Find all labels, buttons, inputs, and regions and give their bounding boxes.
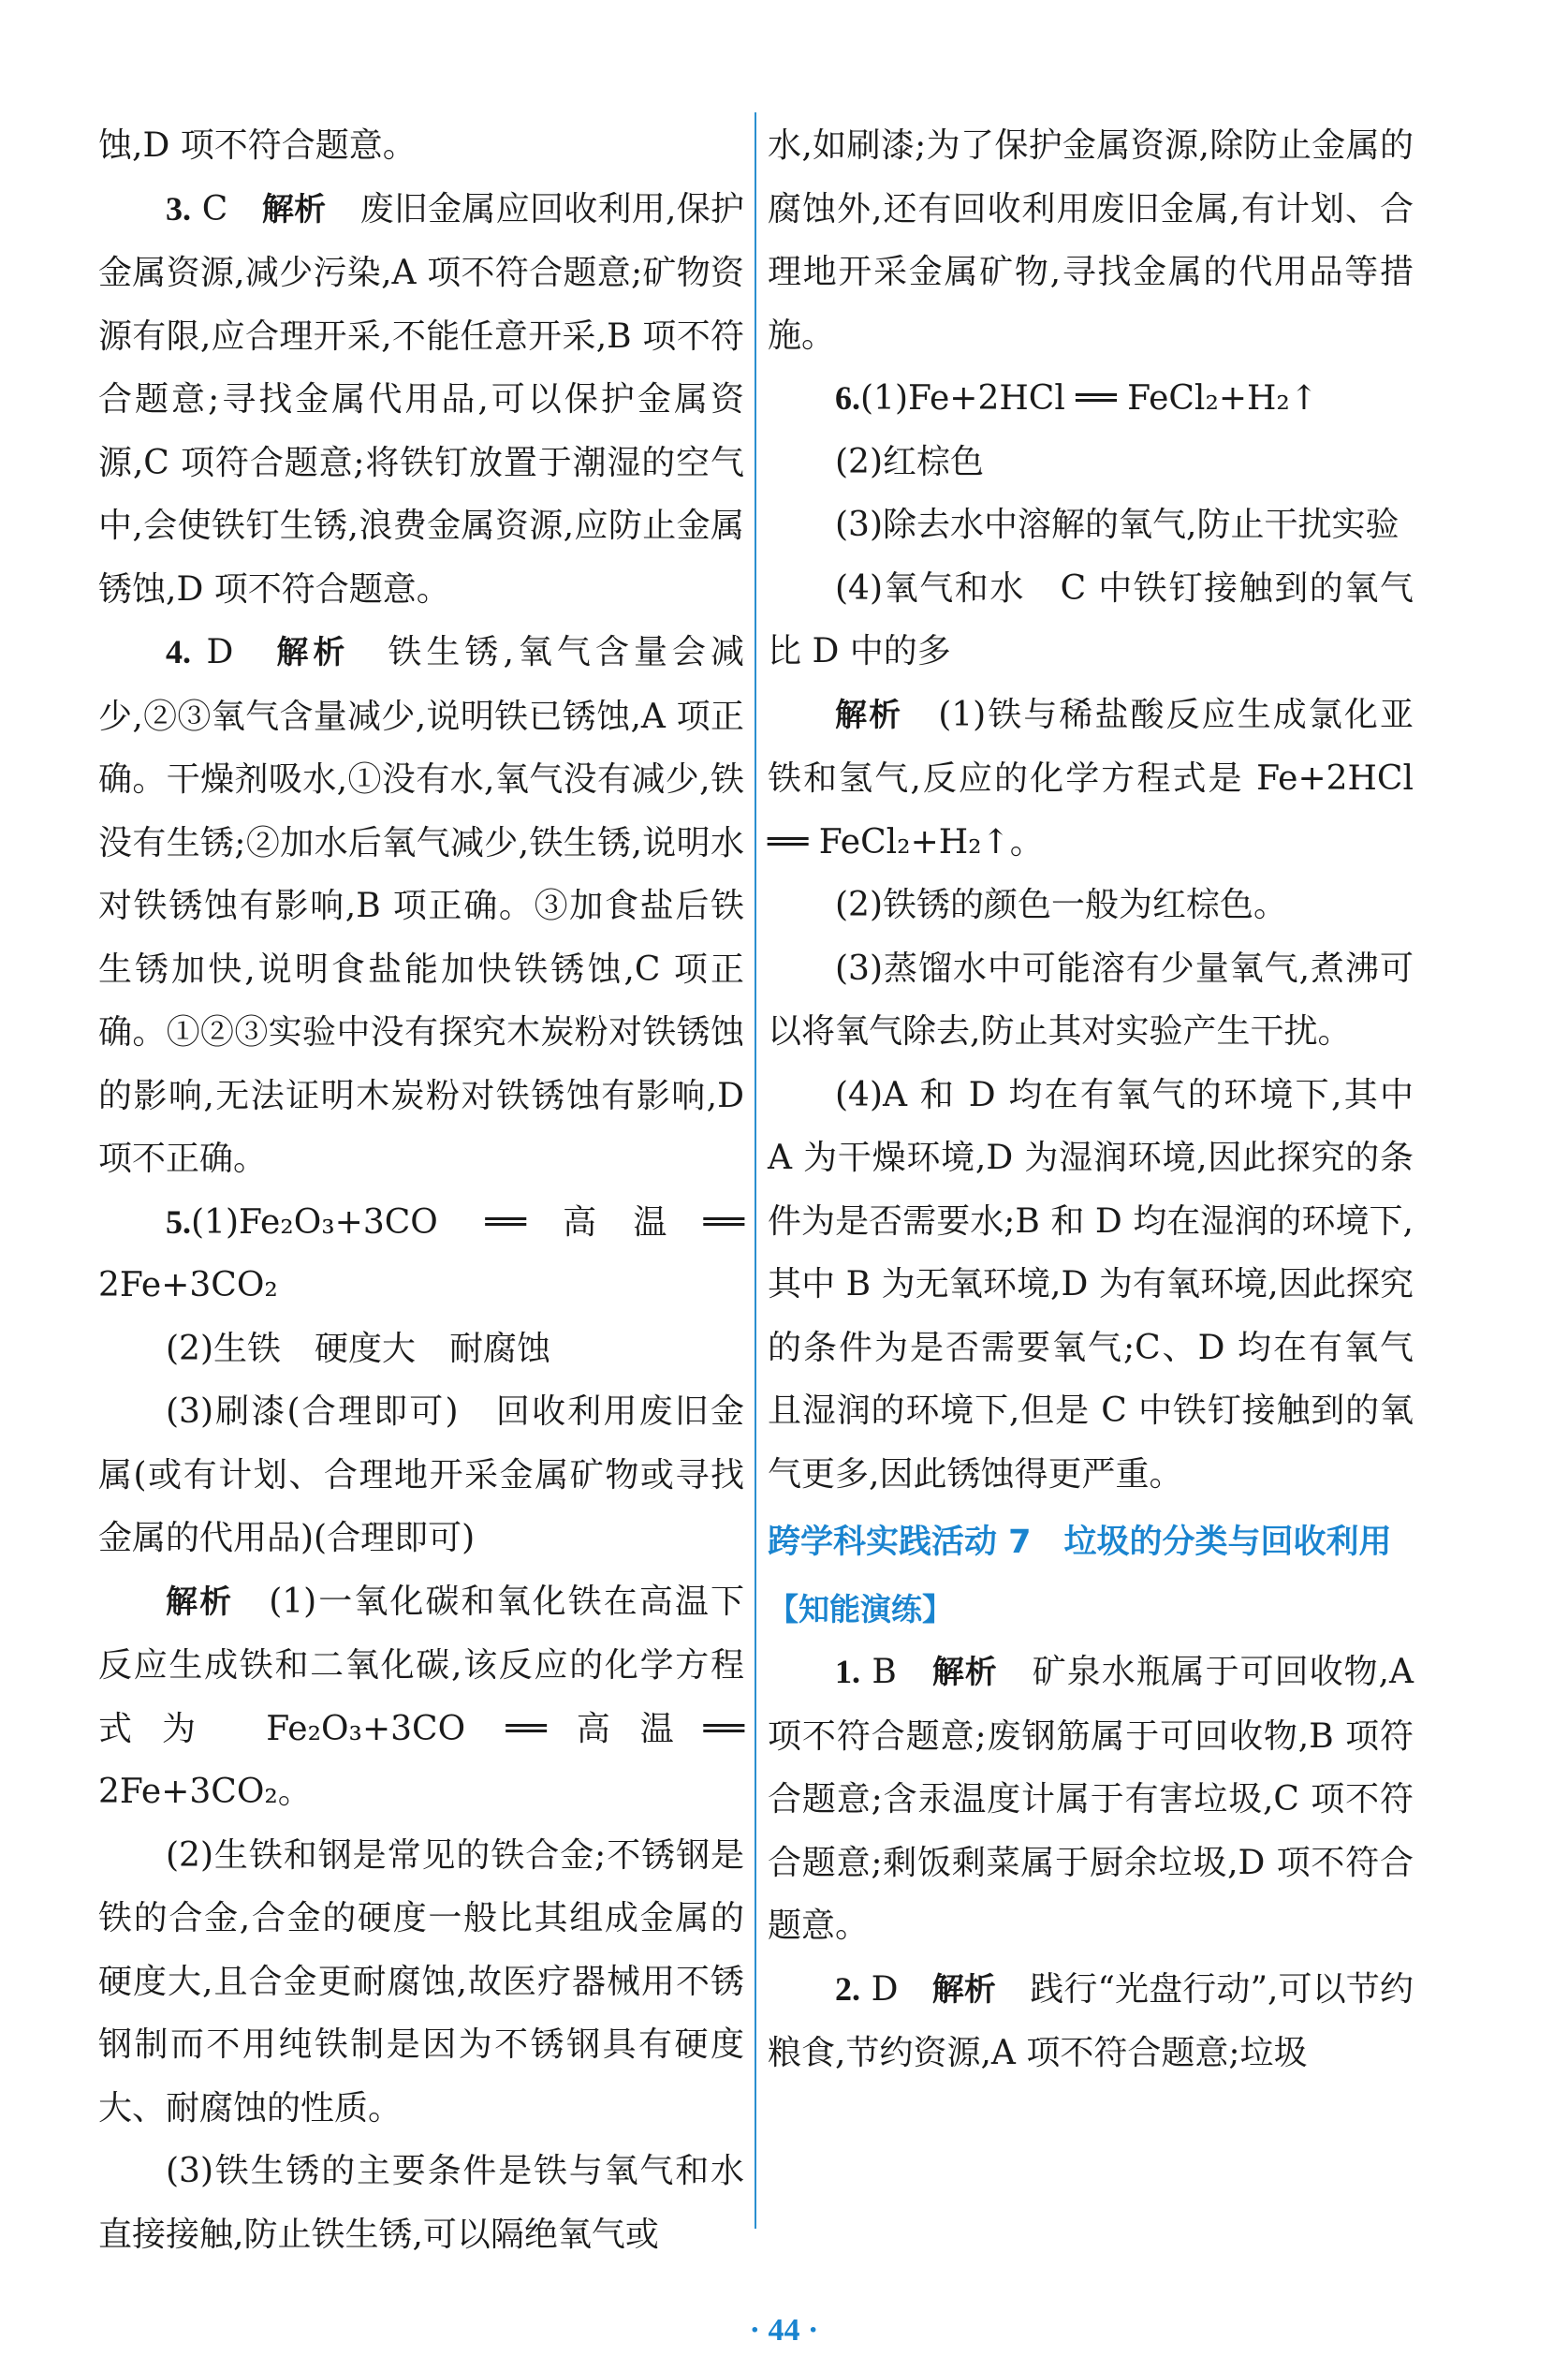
page-number: · 44 · bbox=[749, 2313, 819, 2348]
para-l5: (3)刷漆(合理即可) 回收利用废旧金属(或有计划、合理地开采金属矿物或寻找金属的代用品)(合理即可) bbox=[98, 1392, 744, 1557]
subsection-title: 【知能演练】 bbox=[768, 1591, 953, 1627]
para-r0: 水,如刷漆;为了保护金属资源,除防止金属的腐蚀外,还有回收利用废旧金属,有计划、合理地开采金属矿物,寻找金属的代用品等措施。 bbox=[768, 126, 1414, 355]
para-l4: (2)生铁 硬度大 耐腐蚀 bbox=[166, 1329, 550, 1368]
para-r8: (4)A 和 D 均在有氧气的环境下,其中 A 为干燥环境,D 为湿润环境,因此探究的条件为是否需要水;B 和 D 均在湿润的环境下,其中 B 为无氧环境,D 为有氧环境,因此探究的条件为是否需要氧气;C、D 均在有氧气且湿润的环境下,但是 C 中铁钉接触到的氧气更多,因此锈蚀得更严重。 bbox=[768, 1075, 1414, 1494]
para-r4: (4)氧气和水 C 中铁钉接触到的氧气比 D 中的多 bbox=[768, 568, 1414, 670]
para-r3: (3)除去水中溶解的氧气,防止干扰实验 bbox=[835, 506, 1399, 544]
para-r9: 1. B 解析 矿泉水瓶属于可回收物,A 项不符合题意;废钢筋属于可回收物,B 项符合题意;含汞温度计属于有害垃圾,C 项不符合题意;剩饭剩菜属于厨余垃圾,D 项不符合题意。 bbox=[768, 1653, 1414, 1945]
para-r5: 解析 (1)铁与稀盐酸反应生成氯化亚铁和氢气,反应的化学方程式是 Fe+2HCl ══ FeCl₂+H₂↑。 bbox=[768, 695, 1414, 862]
para-l1: 3. C 解析 废旧金属应回收利用,保护金属资源,减少污染,A 项不符合题意;矿物资源有限,应合理开采,不能任意开采,B 项不符合题意;寻找金属代用品,可以保护金属资源,C 项符合题意;将铁钉放置于潮湿的空气中,会使铁钉生锈,浪费金属资源,应防止金属锈蚀,D 项不符合题意。 bbox=[98, 189, 744, 609]
para-l6: 解析 (1)一氧化碳和氧化铁在高温下反应生成铁和二氧化碳,该反应的化学方程式为 Fe₂O₃+3CO ══高温══ 2Fe+3CO₂。 bbox=[98, 1582, 745, 1811]
left-column bbox=[98, 114, 744, 2266]
para-l7: (2)生铁和钢是常见的铁合金;不锈钢是铁的合金,合金的硬度一般比其组成金属的硬度大,且合金更耐腐蚀,故医疗器械用不锈钢制而不用纯铁制是因为不锈钢具有硬度大、耐腐蚀的性质。 bbox=[98, 1835, 744, 2128]
para-r7: (3)蒸馏水中可能溶有少量氧气,煮沸可以将氧气除去,防止其对实验产生干扰。 bbox=[768, 949, 1414, 1051]
column-divider bbox=[755, 112, 756, 2229]
para-r2: (2)红棕色 bbox=[835, 442, 984, 481]
para-l8: (3)铁生锈的主要条件是铁与氧气和水直接接触,防止铁生锈,可以隔绝氧气或 bbox=[98, 2152, 744, 2254]
para-l0: 蚀,D 项不符合题意。 bbox=[98, 126, 417, 165]
para-r10: 2. D 解析 践行“光盘行动”,可以节约粮食,节约资源,A 项不符合题意;垃圾 bbox=[768, 1969, 1414, 2072]
para-r1: 6.(1)Fe+2HCl ══ FeCl₂+H₂↑ bbox=[835, 379, 1319, 418]
para-r6: (2)铁锈的颜色一般为红棕色。 bbox=[835, 886, 1287, 924]
section-title: 跨学科实践活动 7 垃圾的分类与回收利用 bbox=[768, 1524, 1392, 1561]
para-l3: 5.(1)Fe₂O₃+3CO ══高温══ 2Fe+3CO₂ bbox=[98, 1202, 744, 1304]
para-l2: 4. D 解析 铁生锈,氧气含量会减少,②③氧气含量减少,说明铁已锈蚀,A 项正确。干燥剂吸水,①没有水,氧气没有减少,铁没有生锈;②加水后氧气减少,铁生锈,说明水对铁锈蚀有影响,B 项正确。③加食盐后铁生锈加快,说明食盐能加快铁锈蚀,C 项正确。①②③实验中没有探究木炭粉对铁锈蚀的影响,无法证明木炭粉对铁锈蚀有影响,D 项不正确。 bbox=[98, 633, 744, 1178]
right-column bbox=[768, 114, 1414, 2085]
